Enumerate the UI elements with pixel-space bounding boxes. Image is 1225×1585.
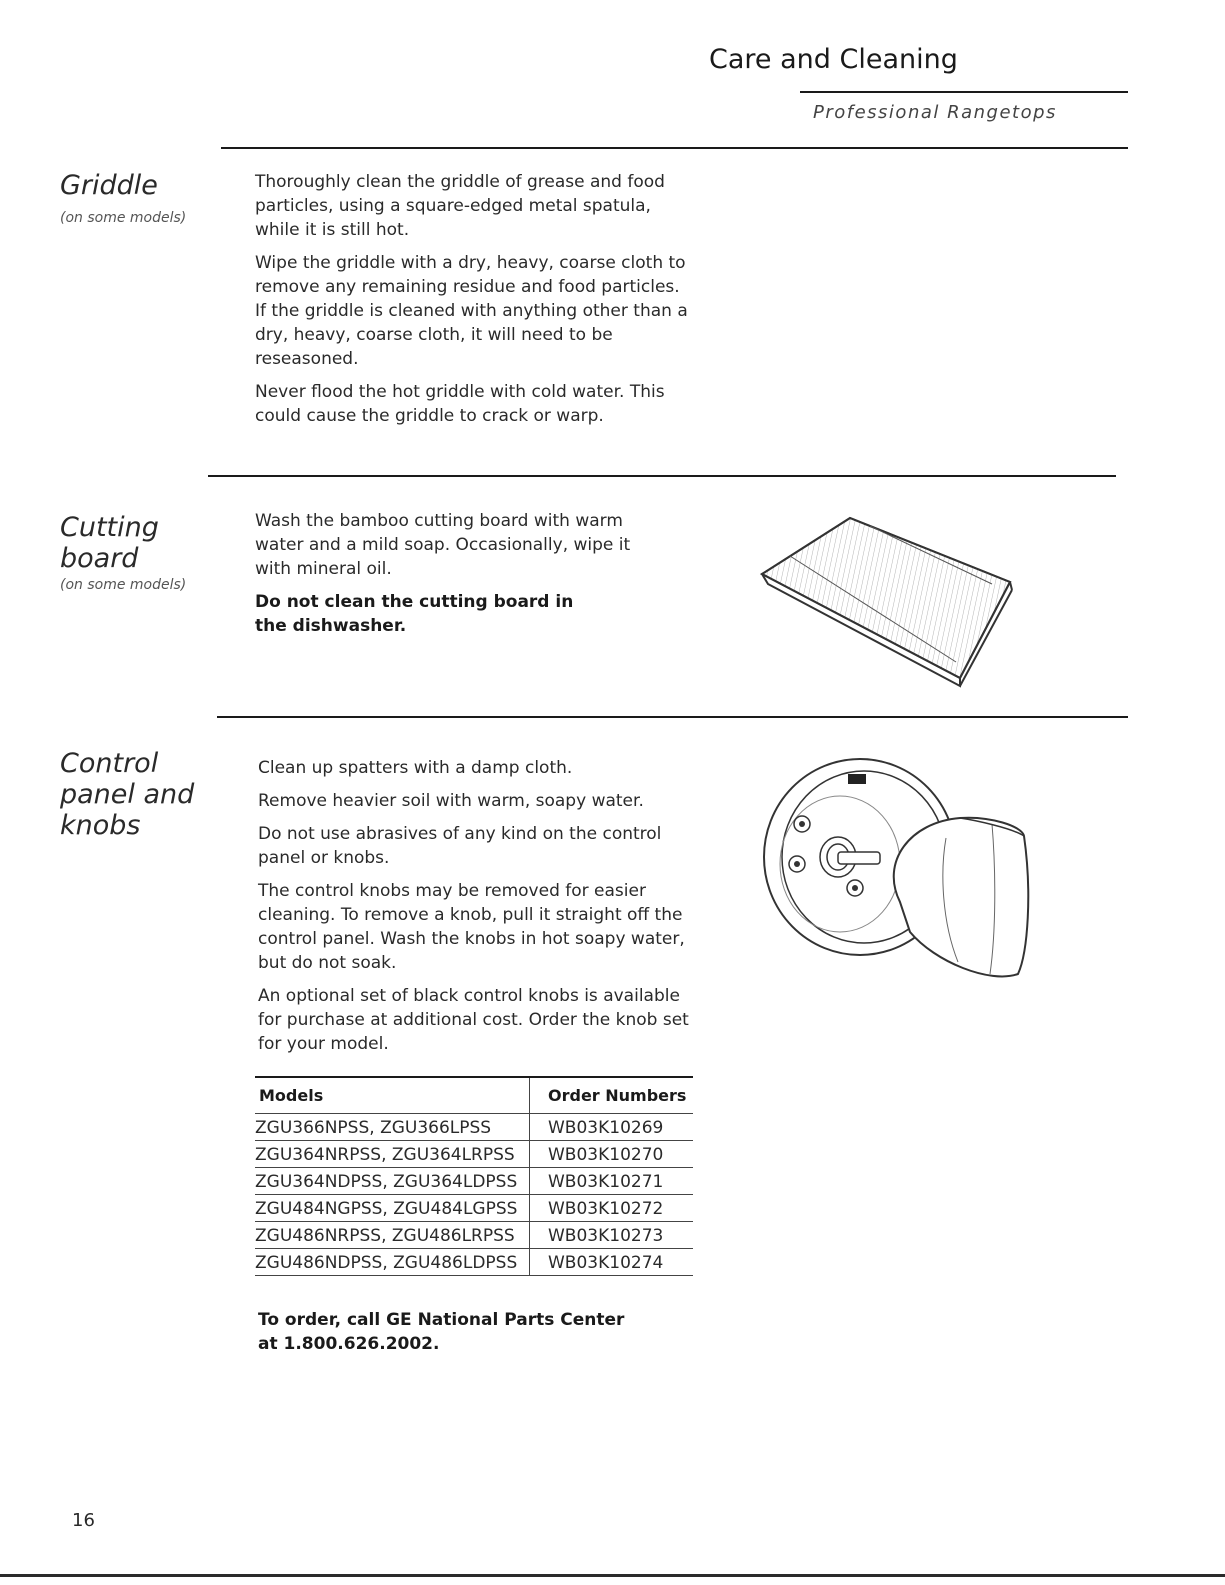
table-cell-order-number: WB03K10274 (530, 1249, 694, 1276)
page-section-title: Care and Cleaning (709, 44, 958, 75)
table-cell-order-number: WB03K10271 (530, 1168, 694, 1195)
table-cell-models: ZGU486NDPSS, ZGU486LDPSS (255, 1249, 530, 1276)
control-panel-heading (60, 748, 194, 841)
griddle-divider (221, 147, 1128, 149)
table-cell-models: ZGU364NDPSS, ZGU364LDPSS (255, 1168, 530, 1195)
order-contact-line-2: at 1.800.626.2002. (258, 1334, 440, 1354)
table-row (255, 1114, 693, 1141)
griddle-paragraph-2: Wipe the griddle with a dry, heavy, coarse cloth to remove any remaining residue and food particles. If the griddle is cleaned with anything other than a dry, heavy, coarse cloth, it will need to be reseasoned. (255, 253, 688, 369)
table-row (255, 1168, 693, 1195)
control-panel-paragraph-2: Remove heavier soil with warm, soapy water. (258, 791, 644, 811)
knob-set-table-container (255, 1076, 693, 1276)
cutting-board-heading (60, 512, 159, 574)
griddle-heading: Griddle (60, 170, 158, 201)
table-cell-order-number: WB03K10269 (530, 1114, 694, 1141)
griddle-model-note: (on some models) (60, 210, 187, 226)
table-row (255, 1249, 693, 1276)
order-contact-line-1: To order, call GE National Parts Center (258, 1310, 625, 1330)
control-panel-paragraph-3: Do not use abrasives of any kind on the control panel or knobs. (258, 824, 662, 868)
control-panel-paragraph-4: The control knobs may be removed for easier cleaning. To remove a knob, pull it straight off the control panel. Wash the knobs in hot soapy water, but do not soak. (258, 881, 685, 973)
table-row (255, 1141, 693, 1168)
table-cell-order-number: WB03K10270 (530, 1141, 694, 1168)
page-bottom-border (0, 1574, 1225, 1577)
cutting-board-divider (208, 475, 1116, 477)
header-divider (800, 91, 1128, 93)
cutting-board-illustration (760, 510, 1020, 690)
cutting-board-warning: Do not clean the cutting board in the dishwasher. (255, 592, 574, 636)
order-contact (258, 1308, 624, 1356)
control-panel-paragraph-5: An optional set of black control knobs is available for purchase at additional cost. Order the knob set for your model. (258, 986, 689, 1054)
cutting-board-paragraph: Wash the bamboo cutting board with warm water and a mild soap. Occasionally, wipe it with mineral oil. (255, 511, 631, 579)
table-row (255, 1222, 693, 1249)
control-panel-body (258, 756, 698, 1065)
table-cell-order-number: WB03K10273 (530, 1222, 694, 1249)
control-panel-heading-line-3: knobs (60, 810, 141, 841)
control-panel-heading-line-1: Control (60, 748, 159, 779)
griddle-body (255, 170, 695, 437)
table-header-models: Models (255, 1077, 530, 1114)
control-panel-paragraph-1: Clean up spatters with a damp cloth. (258, 758, 573, 778)
page-number: 16 (72, 1510, 95, 1531)
cutting-board-heading-line-2: board (60, 543, 139, 574)
griddle-paragraph-1: Thoroughly clean the griddle of grease and food particles, using a square-edged metal spatula, while it is still hot. (255, 172, 665, 240)
control-panel-heading-line-2: panel and (60, 779, 195, 810)
griddle-paragraph-3: Never flood the hot griddle with cold water. This could cause the griddle to crack or warp. (255, 382, 665, 426)
table-cell-models: ZGU366NPSS, ZGU366LPSS (255, 1114, 530, 1141)
table-header-order-numbers: Order Numbers (530, 1077, 694, 1114)
cutting-board-body (255, 509, 635, 647)
cutting-board-heading-line-1: Cutting (60, 512, 159, 543)
control-knob-illustration (760, 752, 1040, 992)
page-section-subtitle: Professional Rangetops (813, 102, 1057, 123)
table-cell-models: ZGU364NRPSS, ZGU364LRPSS (255, 1141, 530, 1168)
cutting-board-model-note: (on some models) (60, 577, 187, 593)
table-header-row (255, 1077, 693, 1114)
control-panel-divider (217, 716, 1128, 718)
table-cell-models: ZGU486NRPSS, ZGU486LRPSS (255, 1222, 530, 1249)
table-cell-models: ZGU484NGPSS, ZGU484LGPSS (255, 1195, 530, 1222)
table-row (255, 1195, 693, 1222)
knob-set-table (255, 1076, 693, 1276)
table-cell-order-number: WB03K10272 (530, 1195, 694, 1222)
